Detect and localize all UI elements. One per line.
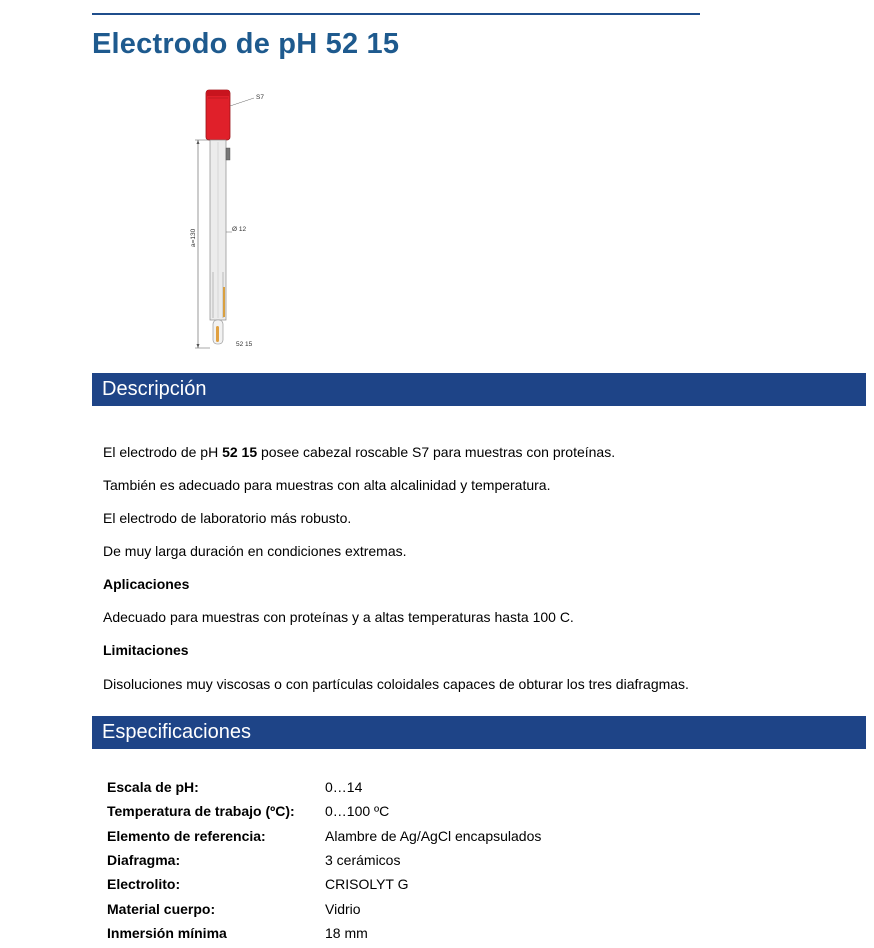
diameter-label: Ø 12 bbox=[232, 226, 247, 233]
spec-key: Temperatura de trabajo (ºC): bbox=[107, 803, 295, 820]
spec-key: Diafragma: bbox=[107, 852, 181, 869]
spec-row bbox=[107, 824, 541, 848]
applications-text: Adecuado para muestras con proteínas y a altas temperaturas hasta 100 C. bbox=[103, 609, 574, 625]
page-title: Electrodo de pH 52 15 bbox=[92, 28, 400, 60]
specifications-table bbox=[107, 775, 541, 945]
spec-value: 18 mm bbox=[325, 924, 368, 941]
description-paragraph-1: El electrodo de pH 52 15 posee cabezal roscable S7 para muestras con proteínas. bbox=[103, 444, 616, 460]
description-paragraph-2: También es adecuado para muestras con alta alcalinidad y temperatura. bbox=[103, 477, 551, 493]
top-rule bbox=[92, 13, 700, 15]
electrode-diagram bbox=[180, 82, 280, 357]
spec-value: CRISOLYT G bbox=[325, 876, 409, 893]
spec-row bbox=[107, 921, 541, 945]
head-label: S7 bbox=[256, 94, 264, 101]
specifications-heading: Especificaciones bbox=[92, 716, 866, 749]
electrode-head bbox=[206, 90, 230, 140]
length-label: a=130 bbox=[190, 228, 197, 247]
spec-key: Material cuerpo: bbox=[107, 900, 216, 917]
spec-key: Elemento de referencia: bbox=[107, 827, 266, 844]
limitations-heading: Limitaciones bbox=[103, 642, 189, 658]
limitations-text: Disoluciones muy viscosas o con partículas coloidales capaces de obturar los tres diafragmas. bbox=[103, 676, 689, 692]
description-heading: Descripción bbox=[92, 373, 866, 406]
applications-heading: Aplicaciones bbox=[103, 576, 190, 592]
spec-value: 0…100 ºC bbox=[325, 803, 390, 820]
spec-key: Escala de pH: bbox=[107, 779, 199, 796]
spec-value: Alambre de Ag/AgCl encapsulados bbox=[325, 827, 542, 844]
spec-value: 0…14 bbox=[325, 779, 363, 796]
spec-row bbox=[107, 848, 541, 872]
spec-row bbox=[107, 775, 541, 799]
spec-row bbox=[107, 872, 541, 896]
spec-key: Inmersión mínima bbox=[107, 924, 227, 941]
electrode-tip bbox=[216, 326, 219, 342]
spec-row bbox=[107, 799, 541, 823]
spec-row bbox=[107, 896, 541, 920]
description-paragraph-4: De muy larga duración en condiciones extremas. bbox=[103, 543, 407, 559]
description-paragraph-3: El electrodo de laboratorio más robusto. bbox=[103, 510, 352, 526]
spec-value: Vidrio bbox=[325, 900, 361, 917]
spec-key: Electrolito: bbox=[107, 876, 181, 893]
model-label: 52 15 bbox=[236, 341, 253, 348]
spec-value: 3 cerámicos bbox=[325, 852, 401, 869]
